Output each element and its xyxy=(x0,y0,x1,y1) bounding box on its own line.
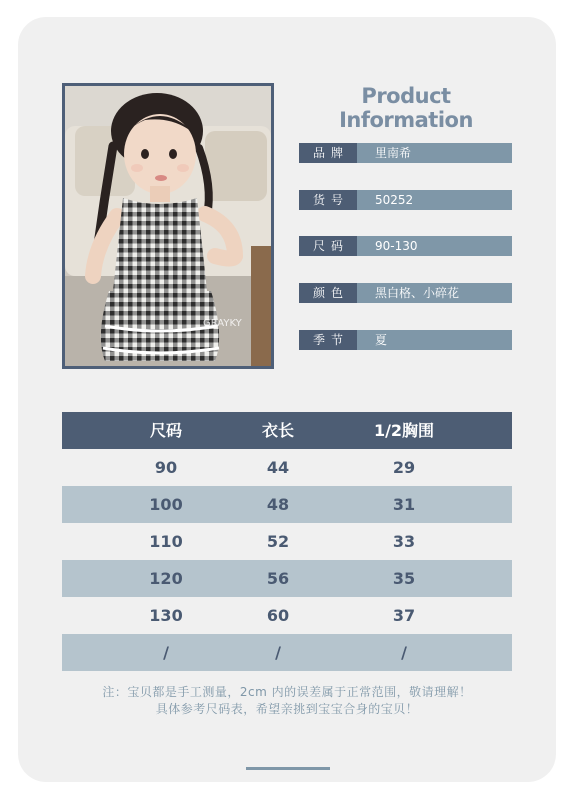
table-cell: / xyxy=(275,643,281,662)
info-row-size-range xyxy=(299,236,512,256)
table-cell: 48 xyxy=(266,495,290,514)
svg-text:GRAYKY: GRAYKY xyxy=(203,318,242,329)
table-row xyxy=(62,449,512,486)
info-value: 黑白格、小碎花 xyxy=(357,283,512,303)
table-row xyxy=(62,597,512,634)
table-cell: 35 xyxy=(392,569,416,588)
table-cell: 33 xyxy=(392,532,416,551)
table-header-cell: 尺码 xyxy=(149,421,182,440)
note-line-2: 具体参考尺码表，希望亲挑到宝宝合身的宝贝！ xyxy=(155,702,419,716)
table-cell: 37 xyxy=(392,606,416,625)
info-key: 颜色 xyxy=(299,283,357,303)
table-cell: 110 xyxy=(149,532,183,551)
table-row xyxy=(62,523,512,560)
bottom-divider xyxy=(246,767,330,770)
note-line-1: 注：宝贝都是手工测量，2cm 内的误差属于正常范围，敬请理解！ xyxy=(102,685,472,699)
info-row-brand xyxy=(299,143,512,163)
table-row xyxy=(62,560,512,597)
table-cell: 29 xyxy=(392,458,416,477)
table-cell: / xyxy=(401,643,407,662)
table-cell: 100 xyxy=(149,495,183,514)
table-cell: 130 xyxy=(149,606,183,625)
table-cell: 52 xyxy=(266,532,290,551)
info-key: 品牌 xyxy=(299,143,357,163)
info-row-season xyxy=(299,330,512,350)
table-cell: 31 xyxy=(392,495,416,514)
table-cell: / xyxy=(163,643,169,662)
table-header-cell: 衣长 xyxy=(261,421,294,440)
table-cell: 44 xyxy=(266,458,290,477)
table-cell: 56 xyxy=(266,569,290,588)
measurement-note xyxy=(62,684,512,718)
info-row-color xyxy=(299,283,512,303)
child-in-gingham-top-illustration xyxy=(65,86,271,366)
table-cell: 60 xyxy=(266,606,290,625)
info-value: 夏 xyxy=(357,330,512,350)
info-value: 90-130 xyxy=(357,236,512,256)
table-row xyxy=(62,486,512,523)
product-photo xyxy=(62,83,274,369)
info-value: 里南希 xyxy=(357,143,512,163)
table-cell: 90 xyxy=(154,458,178,477)
info-key: 季节 xyxy=(299,330,357,350)
info-value: 50252 xyxy=(357,190,512,210)
table-header-cell: 1/2胸围 xyxy=(373,421,435,440)
table-row xyxy=(62,634,512,671)
table-header-row xyxy=(62,412,512,449)
info-row-item-number xyxy=(299,190,512,210)
size-table xyxy=(62,412,512,671)
info-key: 尺码 xyxy=(299,236,357,256)
product-info-title: Product Information xyxy=(339,84,473,132)
info-key: 货号 xyxy=(299,190,357,210)
table-cell: 120 xyxy=(149,569,183,588)
